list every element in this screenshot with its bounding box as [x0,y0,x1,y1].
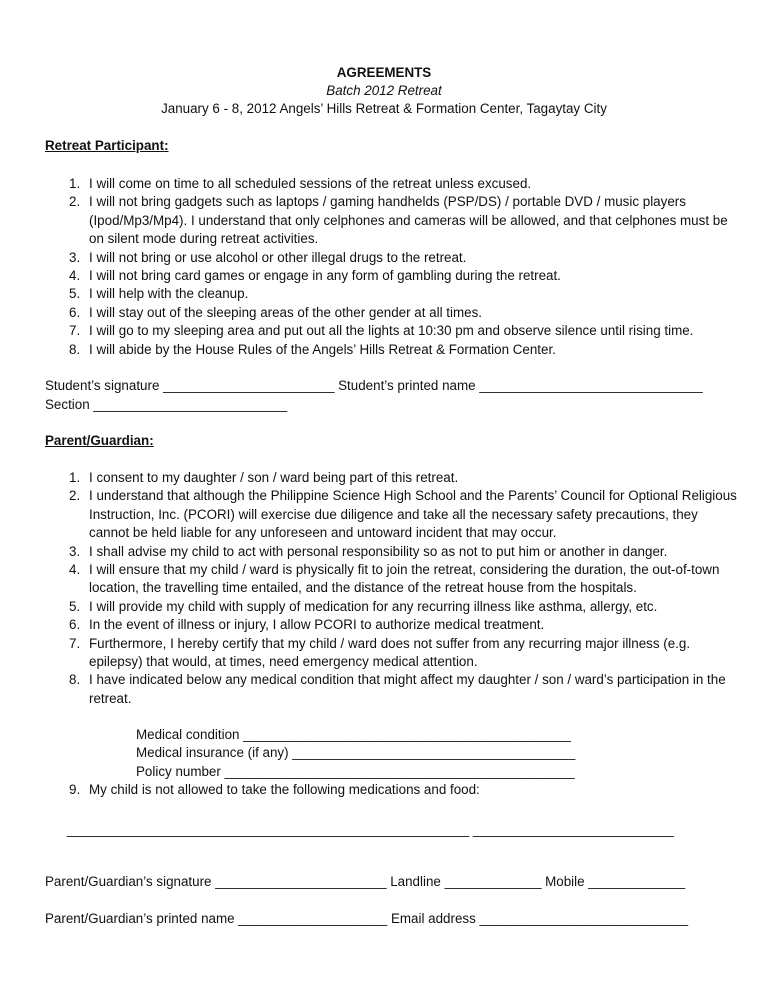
list-item: 7. Furthermore, I hereby certify that my child / ward does not suffer from any recurring major illness (e.g. epilepsy) that would, at times, need emergency medical attention. [69,635,691,670]
venue-line: January 6 - 8, 2012 Angels’ Hills Retreat & Formation Center, Tagaytay City [161,101,607,116]
list-item: 2. I will not bring gadgets such as laptops / gaming handhelds (PSP/DS) / portable DVD / music players (Ipod/Mp3/Mp4). I understand that only celphones and cameras will be allowed, and that celphones must be on silent mode during retreat activities. [69,194,728,247]
policy-number-field[interactable]: Policy number _______________________________________________ [136,764,575,779]
medical-insurance-field[interactable]: Medical insurance (if any) ______________________________________ [136,745,576,760]
guardian-signature-field[interactable]: Parent/Guardian’s signature _______________________ Landline _____________ Mobile _____________ [45,874,686,889]
list-item: 4. I will not bring card games or engage in any form of gambling during the retreat. [69,268,561,284]
list-item: 8. I have indicated below any medical condition that might affect my daughter / son / ward’s participation in the retreat. [69,672,726,706]
item-9: 9. My child is not allowed to take the following medications and food: [69,782,480,797]
student-signature-field[interactable]: Student’s signature _______________________ Student’s printed name ______________________________ [45,378,703,393]
list-item: 2. I understand that although the Philippine Science High School and the Parents’ Council for Optional Religious Instruction, Inc. (PCORI) will exercise due diligence and take all the necessary safety precautions, they cannot be held liable for any unforeseen and untoward incident that may occur. [69,488,737,541]
list-item: 6. In the event of illness or injury, I allow PCORI to authorize medical treatment. [69,617,545,633]
document-subtitle: Batch 2012 Retreat [326,83,442,98]
guardian-agreement-list [0,469,768,708]
list-item: 4. I will ensure that my child / ward is physically fit to join the retreat, considering the duration, the out-of-town location, the travelling time entailed, and the distance of the retreat house from the hospitals. [69,562,720,596]
list-item: 7. I will go to my sleeping area and put out all the lights at 10:30 pm and observe silence until rising time. [69,323,694,339]
restricted-medications-field[interactable]: ______________________________________________________ ___________________________ [67,822,674,837]
list-item: 3. I shall advise my child to act with personal responsibility so as not to put him or another in danger. [69,543,668,559]
medical-condition-field[interactable]: Medical condition ____________________________________________ [136,727,571,742]
list-item: 1. I will come on time to all scheduled sessions of the retreat unless excused. [69,176,532,191]
list-item: 6. I will stay out of the sleeping areas of the other gender at all times. [69,304,483,320]
participant-heading: Retreat Participant: [45,138,169,153]
guardian-heading: Parent/Guardian: [45,433,154,448]
list-item: 8. I will abide by the House Rules of the Angels’ Hills Retreat & Formation Center. [69,341,556,357]
list-item: 1. I consent to my daughter / son / ward being part of this retreat. [69,470,459,485]
participant-agreement-list [0,175,768,359]
list-item: 5. I will provide my child with supply of medication for any recurring illness like asthma, allergy, etc. [69,598,658,614]
list-item: 5. I will help with the cleanup. [69,286,249,302]
list-item: 3. I will not bring or use alcohol or other illegal drugs to the retreat. [69,249,467,265]
section-field[interactable]: Section __________________________ [45,397,288,412]
document-title: AGREEMENTS [336,65,432,80]
guardian-printed-name-field[interactable]: Parent/Guardian’s printed name ____________________ Email address ____________________________ [45,911,689,926]
